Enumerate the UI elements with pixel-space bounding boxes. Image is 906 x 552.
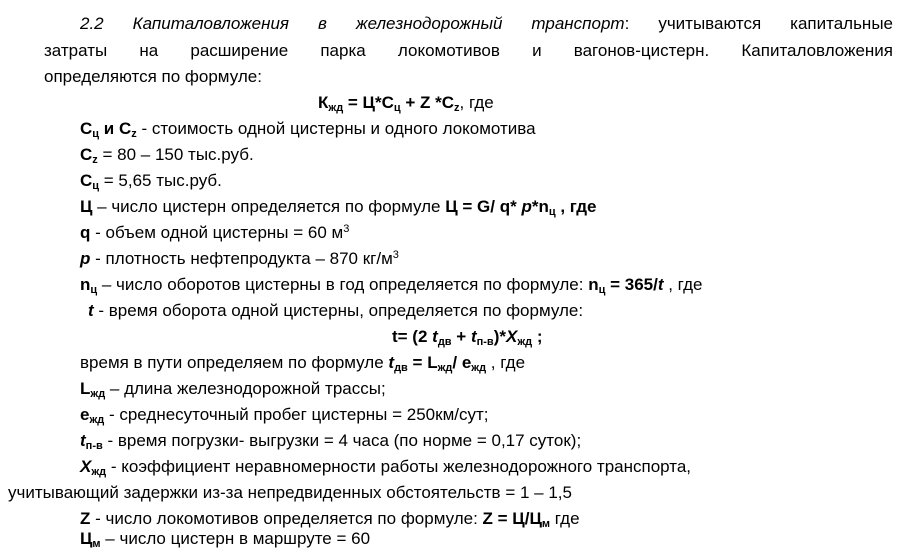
line-daily-run: $е_{жд}$ - среднесуточный пробег цистерны = 250км/сут; bbox=[80, 405, 489, 426]
line-travel-time: время в пути определяем по формуле $t_{дв} = L_{жд}/$ $e_{жд}$ , где bbox=[80, 353, 526, 374]
line-turnover: $n_ц$ – число оборотов цистерны в год определяется по формуле: $n_ц = 365/t$ , где bbox=[80, 275, 703, 296]
paragraph-line-3: определяются по формуле: bbox=[44, 67, 262, 86]
line-coefficient: $X_{жд}$ - коэффициент неравномерности работы железнодорожного транспорта, bbox=[80, 457, 692, 478]
line-tanks-per-route: $Ц_м$ – число цистерн в маршруте = 60 bbox=[80, 529, 371, 550]
section-heading: 2.2 Капиталовложения в железнодорожный транспорт bbox=[80, 14, 625, 33]
line-cts-value: $С_ц = 5,65$ тыс.руб. bbox=[80, 171, 222, 192]
line-cost-definition: $С_ц$ и $С_z$ - стоимость одной цистерны и одного локомотива bbox=[80, 119, 536, 140]
line-density: p - плотность нефтепродукта – 870 $кг/м^3$ bbox=[80, 249, 399, 268]
line-tank-volume: q - объем одной цистерны = 60 $м^3$ bbox=[80, 223, 350, 242]
paragraph-line-1 bbox=[80, 13, 893, 35]
line-loading-time: $t_{п-в}$ - время погрузки- выгрузки = 4 часа (по норме = 0,17 суток); bbox=[80, 431, 582, 452]
intro-text-1: : учитываются капитальные bbox=[624, 14, 893, 33]
formula-turnover-time: t= (2 $t_{дв} + t_{п-в})*X_{жд}$ ; bbox=[392, 327, 543, 348]
formula-capital: $К_{жд} = Ц*С_ц + Z$ $*С_z$, где bbox=[318, 93, 494, 114]
line-cz-value: $С_z = 80 - 150$ тыс.руб. bbox=[80, 145, 254, 166]
line-tank-count: Ц – число цистерн определяется по формуле Ц = G/ q* $p*n_ц$ , где bbox=[80, 197, 597, 218]
line-locomotive-count: Z - число локомотивов определяется по формуле: $Z = Ц/Ц_м$ где bbox=[80, 509, 580, 530]
paragraph-line-2: затраты на расширение парка локомотивов и вагонов-цистерн. Капиталовложения bbox=[44, 41, 893, 60]
line-turnover-time: t - время оборота одной цистерны, определяется по формуле: bbox=[88, 301, 584, 320]
line-track-length: $L_{жд}$ – длина железнодорожной трассы; bbox=[80, 379, 386, 400]
line-coefficient-cont: учитывающий задержки из-за непредвиденных обстоятельств = 1 – 1,5 bbox=[8, 483, 572, 502]
